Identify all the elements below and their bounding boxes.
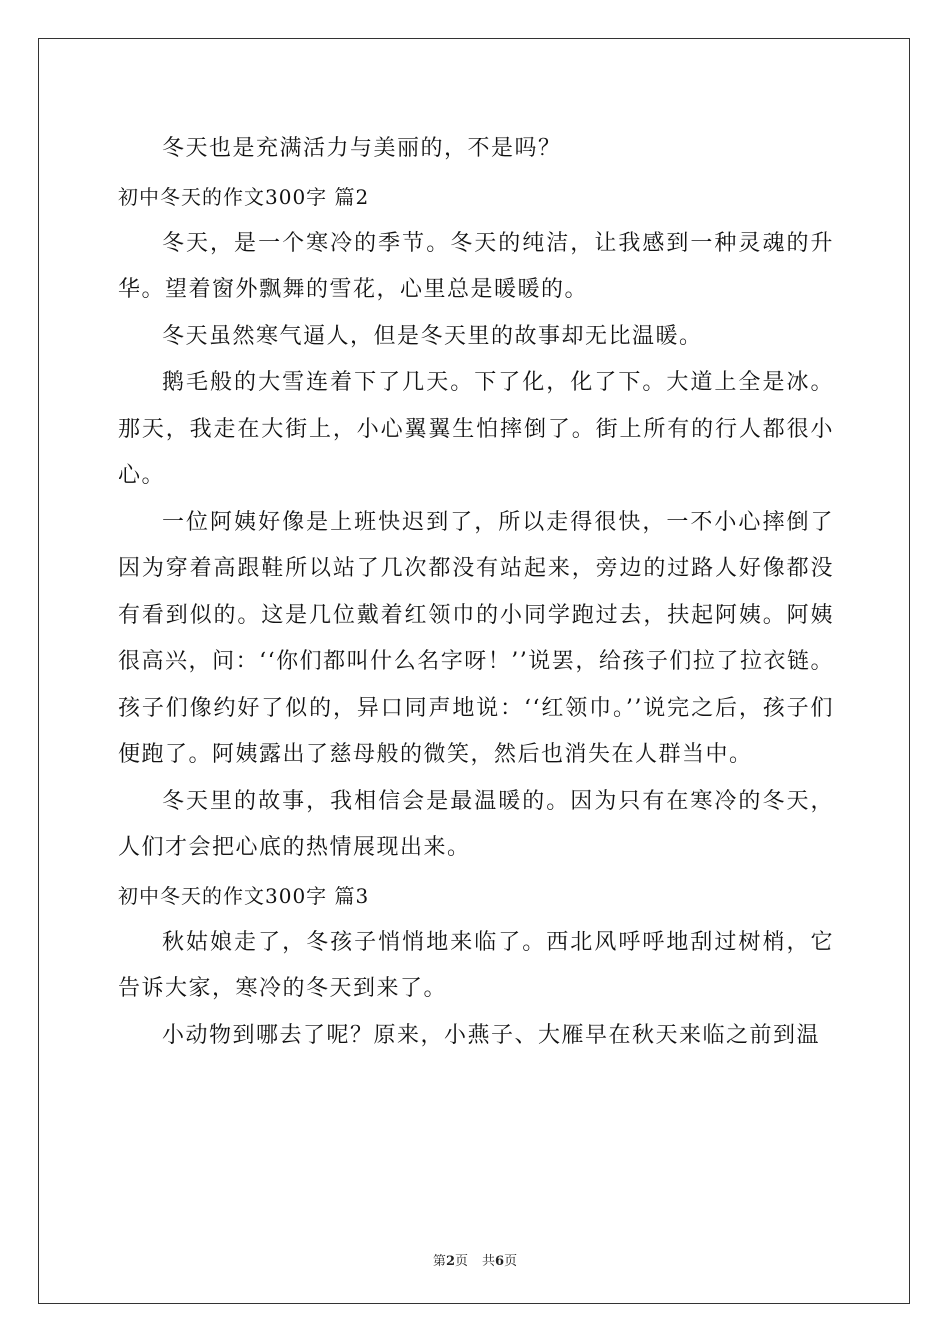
paragraph: 冬天虽然寒气逼人，但是冬天里的故事却无比温暖。 xyxy=(162,323,703,349)
page-suffix: 页 xyxy=(454,1254,468,1269)
paragraph: 鹅毛般的大雪连着下了几天。下了化，化了下。大道上全是冰。那天，我走在大街上，小心翼翼生怕摔倒了。街上所有的行人都很小心。 xyxy=(118,370,834,488)
document-body xyxy=(118,126,834,1059)
page-footer xyxy=(0,1250,950,1269)
page-prefix: 第 xyxy=(432,1254,446,1269)
section-heading: 初中冬天的作文300字 篇3 xyxy=(118,883,370,908)
page-number: 2 xyxy=(445,1254,455,1269)
paragraph: 小动物到哪去了呢？原来，小燕子、大雁早在秋天来临之前到温 xyxy=(162,1022,821,1048)
total-pages: 6 xyxy=(495,1254,505,1269)
total-prefix: 共 xyxy=(482,1254,496,1269)
paragraph: 冬天也是充满活力与美丽的，不是吗？ xyxy=(162,136,562,161)
paragraph: 秋姑娘走了，冬孩子悄悄地来临了。西北风呼呼地刮过树梢，它告诉大家，寒冷的冬天到来了。 xyxy=(118,929,834,1001)
total-suffix: 页 xyxy=(504,1254,518,1269)
section-heading: 初中冬天的作文300字 篇2 xyxy=(118,184,370,209)
paragraph: 冬天里的故事，我相信会是最温暖的。因为只有在寒冷的冬天，人们才会把心底的热情展现出来。 xyxy=(118,788,834,860)
paragraph: 一位阿姨好像是上班快迟到了，所以走得很快，一不小心摔倒了因为穿着高跟鞋所以站了几次都没有站起来，旁边的过路人好像都没有看到似的。这是几位戴着红领巾的小同学跑过去，扶起阿姨。阿姨很高兴，问：‘‘你们都叫什么名字呀！’’说罢，给孩子们拉了拉衣链。孩子们像约好了似的，异口同声地说：‘‘红领巾。’’说完之后，孩子们便跑了。阿姨露出了慈母般的微笑，然后也消失在人群当中。 xyxy=(118,509,834,767)
paragraph: 冬天，是一个寒冷的季节。冬天的纯洁，让我感到一种灵魂的升华。望着窗外飘舞的雪花，心里总是暖暖的。 xyxy=(118,230,834,302)
